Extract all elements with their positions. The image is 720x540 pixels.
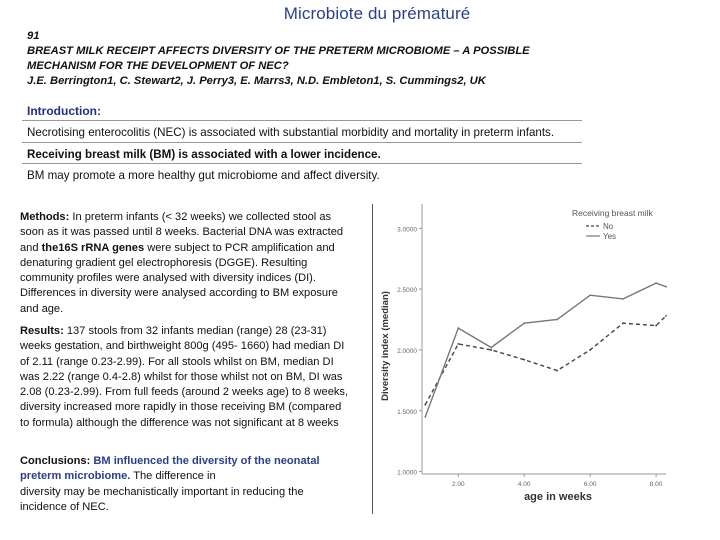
data-point-no [655, 325, 657, 327]
data-point-no [589, 349, 591, 351]
data-point-no [622, 322, 624, 324]
legend-label-no: No [603, 222, 614, 231]
conclusions-label: Conclusions: [20, 455, 91, 467]
conclusions-text-b: diversity may be mechanistically important in reducing the incidence of NEC. [20, 485, 304, 513]
chart-legend [572, 208, 654, 241]
results-text: 137 stools from 32 infants median (range) 28 (23-31) weeks gestation, and birthweight 800g (495- 1660) had median DI of 2.11 (range 0.23-2.99). For all stools whilst on BM, median DI was 2.22 (range 0.4-2.8) whilst for those whilst not on BM, DI was 2.08 (0.23-2.99). From full feeds (around 2 weeks age) to 8 weeks, diversity increased more rapidly in those receiving BM (compared to formula) although the difference was not significant at 8 weeks [20, 325, 349, 429]
data-point-yes [490, 347, 492, 349]
introduction-heading: Introduction: [27, 104, 101, 118]
data-point-yes [622, 298, 624, 300]
y-tick-label: 2.0000 [397, 347, 417, 355]
results-label: Results: [20, 325, 64, 337]
legend-title: Receiving breast milk [572, 208, 653, 218]
data-point-no [490, 349, 492, 351]
page-title: Microbiote du prématuré [283, 4, 471, 23]
x-tick-label: 4.00 [517, 481, 531, 488]
abstract-reference [27, 29, 697, 89]
data-point-no [424, 404, 426, 406]
data-point-yes [523, 322, 525, 324]
abstract-title-line-2: MECHANISM FOR THE DEVELOPMENT OF NEC? [27, 60, 289, 72]
data-point-yes [556, 319, 558, 321]
x-axis-ticks [452, 474, 663, 488]
data-point-no [556, 370, 558, 372]
methods-text-c: were subject to PCR amplification and denaturing gradient gel electrophoresis (DGGE). Resulting community profiles were analysed with diversity indices (DI). Differences in diversity were analysed according to BM exposure and age. [20, 241, 338, 315]
y-tick-label: 1.0000 [397, 469, 417, 477]
x-tick-label: 2.00 [451, 481, 465, 488]
conclusions-section [20, 454, 352, 515]
legend-label-yes: Yes [603, 232, 617, 241]
x-tick-label: 8.00 [649, 481, 663, 488]
chart-axes [422, 204, 666, 474]
y-axis-ticks [397, 226, 422, 476]
data-point-yes [665, 286, 667, 288]
y-tick-label: 1.5000 [397, 408, 417, 416]
results-section [20, 324, 352, 431]
divider [22, 142, 582, 143]
diversity-line-chart [378, 196, 678, 506]
y-axis-label: Diversity index (median) [380, 291, 391, 401]
methods-text-a: In preterm infants (< 32 weeks) we collected stool as soon as it was passed until 8 weeks. Bacterial DNA was extracted and [20, 211, 344, 254]
methods-section [20, 210, 352, 317]
data-point-yes [424, 416, 426, 418]
data-point-yes [655, 282, 657, 284]
divider [22, 120, 582, 121]
data-point-no [523, 359, 525, 361]
column-divider [372, 204, 373, 514]
introduction-paragraph-3: BM may promote a more healthy gut microbiome and affect diversity. [27, 169, 380, 182]
abstract-authors: J.E. Berrington1, C. Stewart2, J. Perry3, E. Marrs3, N.D. Embleton1, S. Cummings2, UK [27, 75, 486, 87]
methods-bold-term: the16S rRNA genes [41, 241, 145, 254]
methods-label: Methods: [20, 211, 70, 223]
introduction-paragraph-2: Receiving breast milk (BM) is associated with a lower incidence. [27, 148, 381, 161]
introduction-paragraph-1: Necrotising enterocolitis (NEC) is associated with substantial morbidity and mortality in preterm infants. [27, 126, 555, 139]
series-line-yes [425, 283, 666, 417]
abstract-title-line-1: BREAST MILK RECEIPT AFFECTS DIVERSITY OF THE PRETERM MICROBIOME – A POSSIBLE [27, 45, 530, 57]
data-point-no [457, 343, 459, 345]
divider [22, 163, 582, 164]
x-axis-label: age in weeks [524, 491, 592, 503]
abstract-number: 91 [27, 30, 40, 42]
y-tick-label: 3.0000 [397, 226, 417, 234]
x-tick-label: 6.00 [583, 481, 597, 488]
chart-series [424, 282, 667, 418]
y-tick-label: 2.5000 [397, 287, 417, 295]
conclusions-highlight: BM influenced the diversity of the neonatal preterm microbiome. [20, 455, 320, 483]
conclusions-text-a: The difference in [130, 470, 216, 483]
data-point-no [665, 315, 667, 317]
data-point-yes [457, 327, 459, 329]
data-point-yes [589, 294, 591, 296]
